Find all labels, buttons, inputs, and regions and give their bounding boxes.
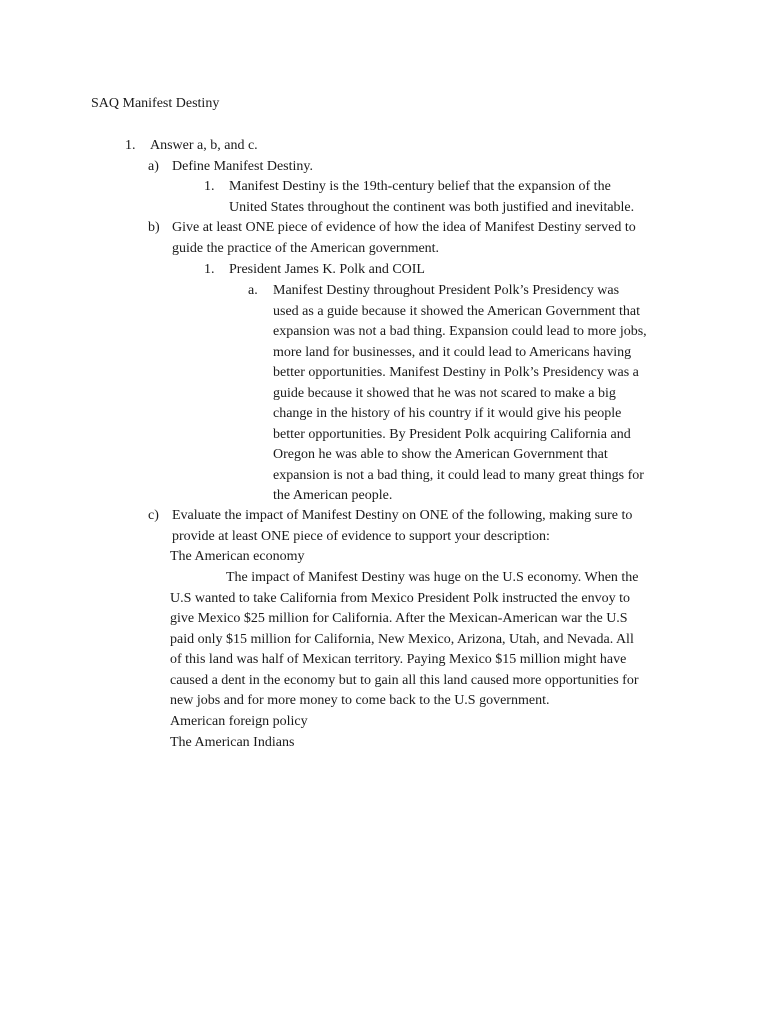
part-c-prompt-line: provide at least ONE piece of evidence to support your description:: [172, 528, 550, 544]
essay-line: give Mexico $25 million for California. After the Mexican-American war the U.S: [170, 611, 628, 626]
essay-line: of this land was half of Mexican territory. Paying Mexico $15 million might have: [170, 652, 627, 667]
document-title: SAQ Manifest Destiny: [91, 96, 220, 111]
part-b-answer-heading: President James K. Polk and COIL: [229, 262, 425, 277]
part-b-sub-line: better opportunities. Manifest Destiny in Polk’s Presidency was a: [273, 365, 639, 380]
part-b-sub-line: better opportunities. By President Polk acquiring California and: [273, 426, 631, 442]
economy-essay: [170, 568, 639, 712]
part-a-answer-line: United States throughout the continent was both justified and inevitable.: [229, 199, 635, 215]
part-b-prompt-line: guide the practice of the American government.: [172, 240, 440, 256]
part-b-sub-line: used as a guide because it showed the American Government that: [273, 303, 640, 319]
essay-line: paid only $15 million for California, New Mexico, Arizona, Utah, and Nevada. All: [170, 631, 634, 647]
part-a-answer-line: Manifest Destiny is the 19th-century belief that the expansion of the: [229, 179, 611, 194]
part-a-answer-marker: 1.: [204, 179, 215, 194]
part-b-sub-marker: a.: [248, 283, 258, 298]
part-b-sub-line: guide because it showed that he was not scared to make a big: [273, 385, 616, 401]
part-a-marker: a): [148, 159, 159, 174]
part-b-sub-line: Oregon he was able to show the American Government that: [273, 447, 608, 462]
option-american-indians: The American Indians: [170, 735, 295, 750]
part-b-prompt: [172, 218, 636, 259]
question-1-marker: 1.: [125, 138, 136, 153]
part-b-marker: b): [148, 220, 160, 235]
part-b-answer-marker: 1.: [204, 262, 215, 277]
part-c-prompt-line: Evaluate the impact of Manifest Destiny on ONE of the following, making sure to: [172, 508, 633, 523]
part-b-sub-line: Manifest Destiny throughout President Polk’s Presidency was: [273, 283, 620, 298]
essay-line: The impact of Manifest Destiny was huge on the U.S economy. When the: [226, 570, 639, 585]
part-b-sub-line: more land for businesses, and it could lead to Americans having: [273, 344, 632, 360]
part-b-sub-answer: [273, 281, 647, 507]
part-c-marker: c): [148, 508, 159, 523]
part-b-prompt-line: Give at least ONE piece of evidence of how the idea of Manifest Destiny served to: [172, 220, 636, 235]
part-c-prompt: [172, 506, 632, 547]
essay-line: caused a dent in the economy but to gain all this land caused more opportunities for: [170, 672, 639, 688]
part-a-prompt: Define Manifest Destiny.: [172, 159, 313, 174]
option-american-foreign-policy: American foreign policy: [170, 714, 308, 729]
part-b-sub-line: change in the history of his country if it would give his people: [273, 406, 622, 421]
essay-line: new jobs and for more money to come back to the U.S government.: [170, 693, 550, 708]
essay-line: U.S wanted to take California from Mexico President Polk instructed the envoy to: [170, 590, 630, 606]
part-a-answer: [229, 177, 634, 218]
part-b-sub-line: the American people.: [273, 488, 393, 503]
part-b-sub-line: expansion is not a bad thing, it could lead to many great things for: [273, 467, 644, 483]
part-b-sub-line: expansion was not a bad thing. Expansion could lead to more jobs,: [273, 324, 647, 339]
question-1-text: Answer a, b, and c.: [150, 138, 258, 153]
option-american-economy: The American economy: [170, 549, 305, 564]
